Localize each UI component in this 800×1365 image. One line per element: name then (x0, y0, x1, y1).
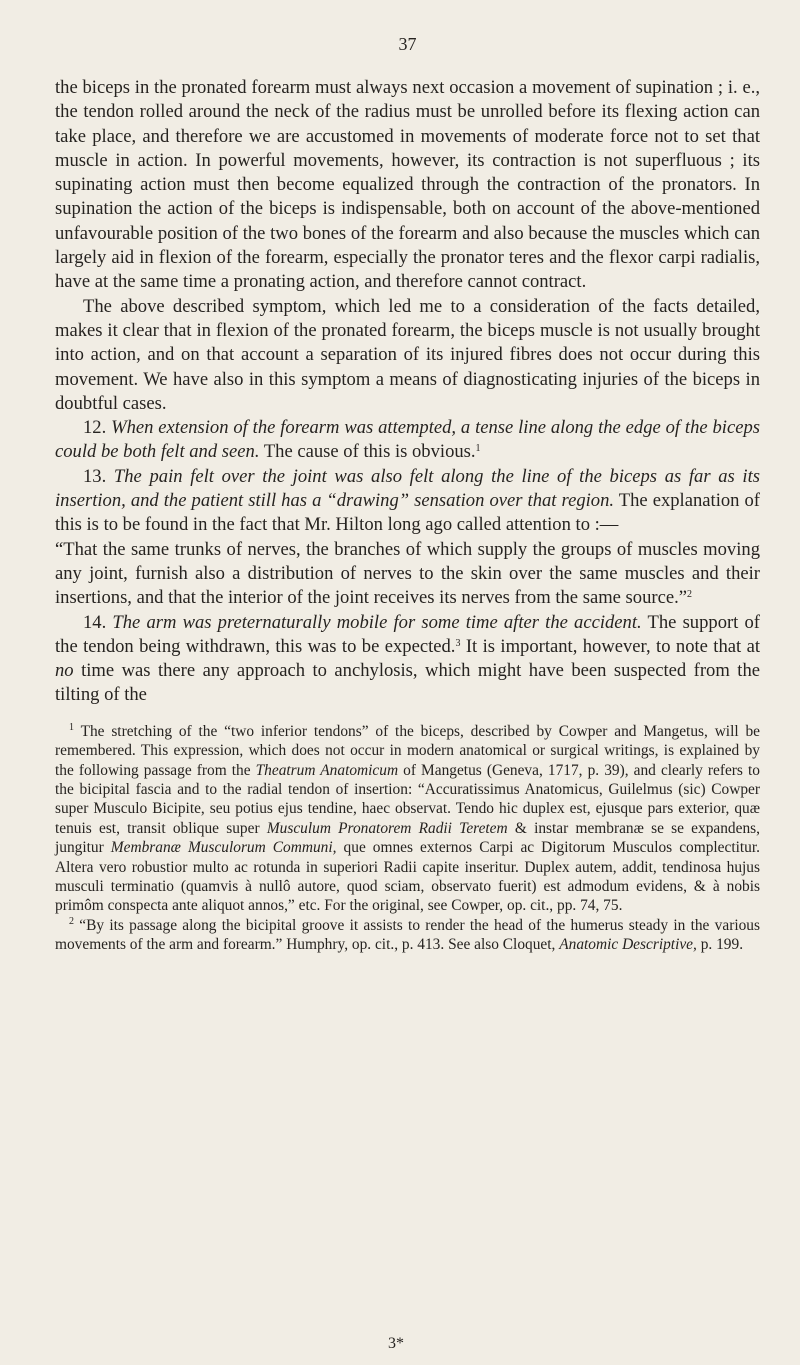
paragraph-12-number: 12. (83, 417, 107, 439)
footnote-1-italic-a: Musculum Pronatorem Radii Teretem (266, 819, 508, 837)
footnote-1-text-d: que omnes externos Carpi ac Digitorum Musculos complectitur. Altera vero robustior multo ac rotunda in superiori Radii capite inseritur. Duplex autem, addit, tendinosa hujus musculi terminatio (quamvis à nullô autore, quod sciam, observato fuerit) est admodum evidens, & à nobis primôm conspecta ante aliquot annos,” etc. For the original, see Cowper, op. cit., pp. 74, 75. (55, 839, 760, 915)
paragraph-13-italic: The pain felt over the joint was also felt along the line of the biceps as far as its insertion, and the patient still has a “drawing” sensation over that region. (55, 465, 761, 512)
footnote-ref-2: 2 (687, 589, 692, 601)
paragraph-continuation: the biceps in the pronated forearm must always next occasion a movement of supination ; i. e., the tendon rolled around the neck of the radius must be unrolled before its flexing action can take place, and therefore we are accustomed in movements of moderate force not to set that muscle in action. In powerful movements, however, its contraction is not superfluous ; its supinating action must then become equalized through the contraction of the pronators. In supination the action of the biceps is indispensable, both on account of the above-mentioned unfavourable position of the two bones of the forearm and also because the muscles which can largely aid in flexion of the forearm, especially the pronator teres and the flexor carpi radialis, have at the same time a pronating action, and therefore cannot contract. (55, 77, 760, 293)
paragraph-symptom-summary: The above described symptom, which led me to a consideration of the facts detailed, makes it clear that in flexion of the pronated forearm, the biceps muscle is not usually brought into action, and on that account a separation of its injured fibres does not occur during this movement. We have also in this symptom a means of diagnosticating injuries of the biceps in doubtful cases. (55, 295, 760, 414)
paragraph-14-number: 14. (83, 611, 107, 633)
signature-mark: 3* (388, 1335, 404, 1352)
footnote-1-title: Theatrum Anatomicum (255, 761, 399, 779)
paragraph-14-text-a: The support of the tendon being withdrawn, this was to be expected. (55, 611, 760, 657)
paragraph-14-text-b: It is important, however, to note that at (465, 635, 760, 657)
paragraph-13-number: 13. (83, 465, 107, 487)
footnote-1-text-c: & instar membranæ se se expandens, jungitur (55, 819, 760, 857)
footnote-2-title: Anatomic Descriptive, (559, 936, 697, 954)
footnotes (55, 722, 760, 955)
paragraph-14-emphasis: no (55, 660, 74, 682)
paragraph-12 (55, 416, 760, 465)
paragraph-14-text-c: time was there any approach to anchylosis, which might have been suspected from the tilting of the (55, 660, 760, 706)
footnote-2 (55, 916, 760, 955)
footnote-ref-1: 1 (475, 443, 481, 455)
page-number: 37 (398, 34, 417, 54)
hilton-quote (55, 538, 760, 611)
body-text (55, 76, 760, 708)
footnote-ref-3: 3 (455, 637, 461, 649)
paragraph-14-italic: The arm was preternaturally mobile for some time after the accident. (112, 611, 642, 633)
quote-text: “That the same trunks of nerves, the branches of which supply the groups of muscles moving any joint, furnish also a distribution of nerves to the skin over the same muscles and their insertions, and that the interior of the joint receives its nerves from the same source.” (55, 538, 760, 609)
footnote-1-text-b: of Mangetus (Geneva, 1717, p. 39), and clearly refers to the bicipital fascia and to the radial tendon of insertion: “Accuratissimus Anatomicus, Guilelmus (sic) Cowper super Musculo Bicipite, seu potius ejus tendine, haec observat. Tendo hic duplex est, ejusque pars exterior, quæ tenuis est, transit oblique super (55, 761, 760, 837)
footnote-1-italic-b: Membranæ Musculorum Communi, (110, 839, 337, 857)
paragraph-12-text: The cause of this is obvious. (263, 441, 476, 463)
paragraph-13 (55, 465, 760, 538)
paragraph-12-italic: When extension of the forearm was attempted, a tense line along the edge of the biceps could be both felt and seen. (55, 417, 760, 463)
paragraph-13-text: The explanation of this is to be found in the fact that Mr. Hilton long ago called attention to :— (55, 490, 760, 536)
footnote-2-text-a: “By its passage along the bicipital groove it assists to render the head of the humerus steady in the various movements of the arm and forearm.” Humphry, op. cit., p. 413. See also Cloquet, (55, 916, 760, 954)
paragraph-14 (55, 611, 760, 708)
footnote-2-text-b: p. 199. (700, 936, 744, 954)
footnote-1 (55, 722, 760, 916)
footnote-1-mark: 1 (69, 721, 74, 733)
footnote-2-mark: 2 (69, 915, 74, 927)
footnote-1-text-a: The stretching of the “two inferior tendons” of the biceps, described by Cowper and Mangetus, will be remembered. This expression, which does not occur in modern anatomical or surgical writings, is explained by the following passage from the (55, 722, 760, 779)
